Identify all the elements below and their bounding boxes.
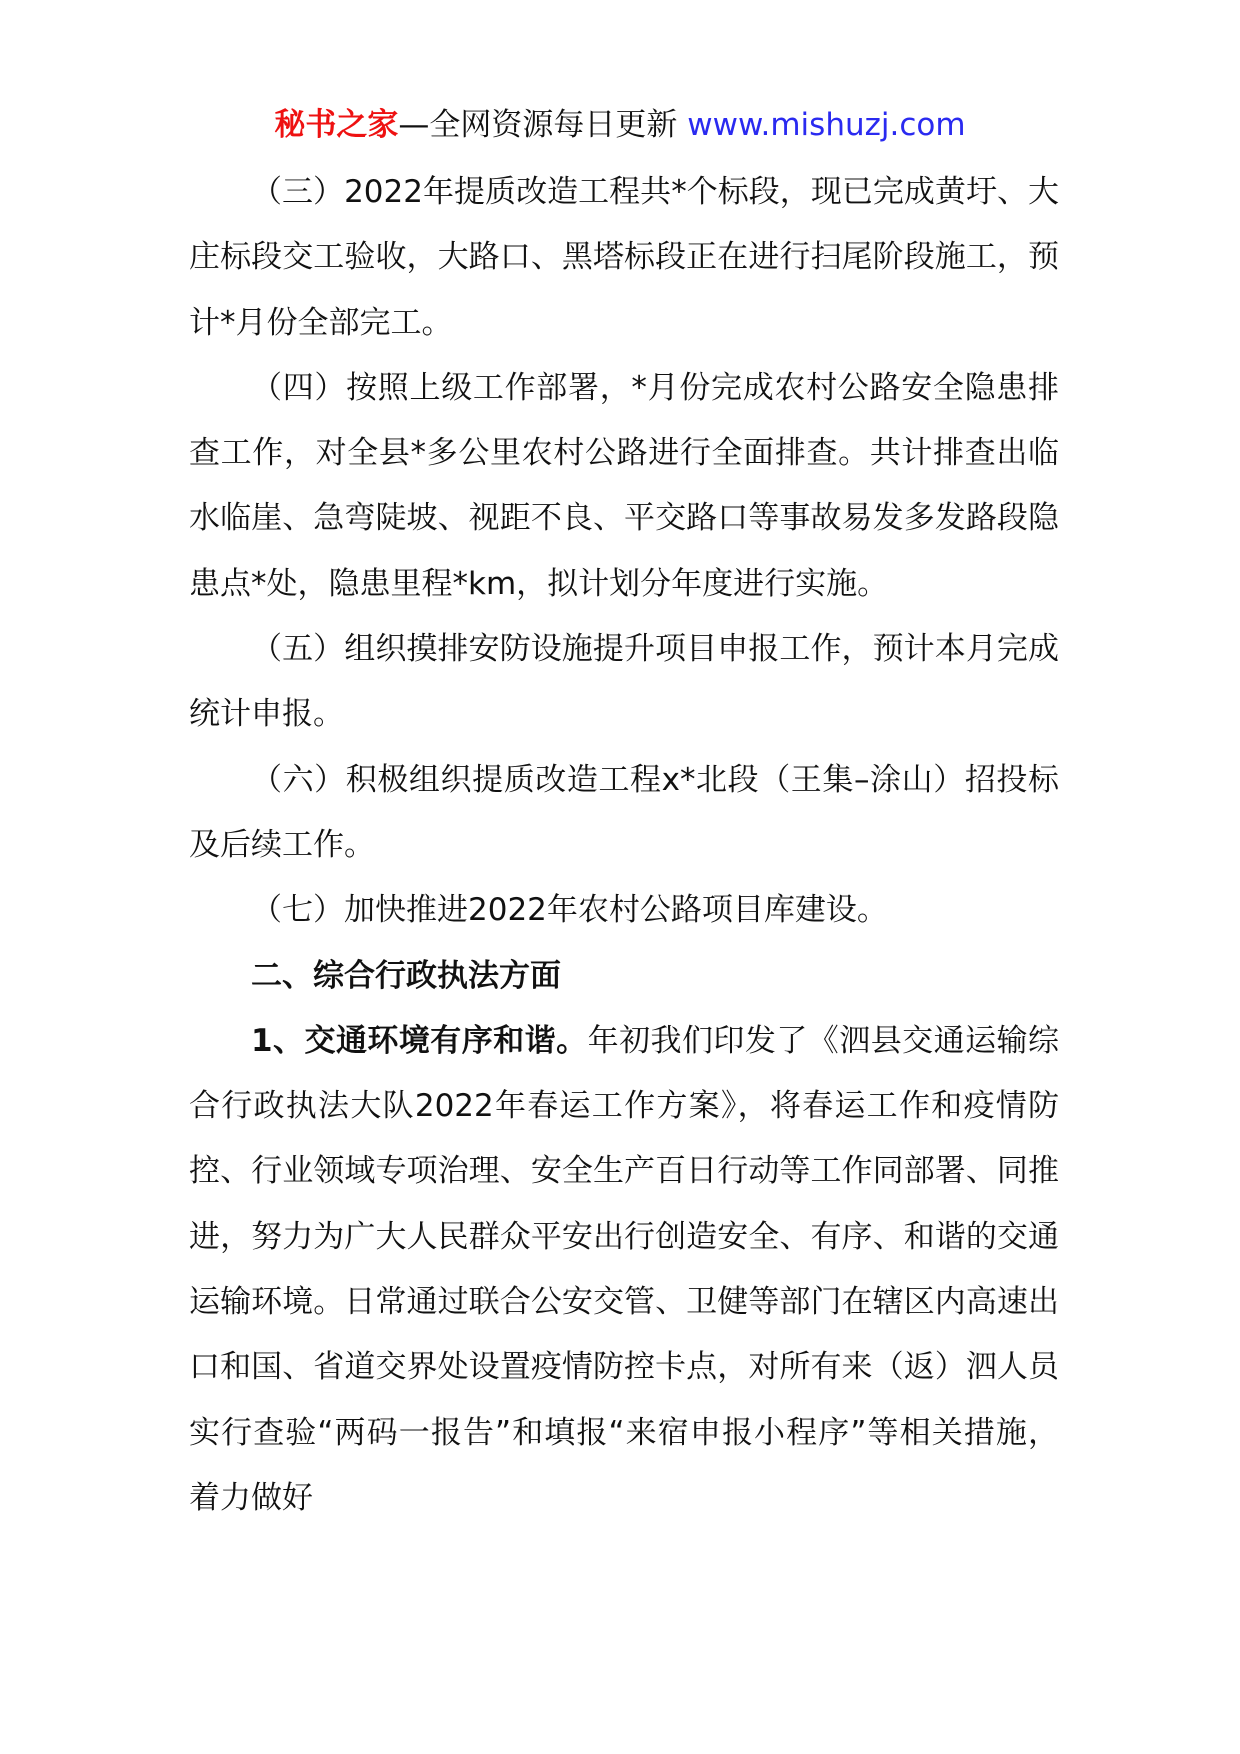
paragraph-item-6: （六）积极组织提质改造工程x*北段（王集–涂山）招投标及后续工作。 (189, 761, 1059, 863)
paragraph-item-7: （七）加快推进2022年农村公路项目库建设。 (251, 892, 888, 929)
paragraph-item-3: （三）2022年提质改造工程共*个标段，现已完成黄圩、大庄标段交工验收，大路口、黑塔标段正在进行扫尾阶段施工，预计*月份全部完工。 (189, 174, 1059, 341)
paragraph-item-4: （四）按照上级工作部署，*月份完成农村公路安全隐患排查工作，对全县*多公里农村公路进行全面排查。共计排查出临水临崖、急弯陡坡、视距不良、平交路口等事故易发多发路段隐患点*处，隐患里程*km，拟计划分年度进行实施。 (189, 369, 1059, 602)
item-body: 年初我们印发了《泗县交通运输综合行政执法大队2022年春运工作方案》，将春运工作和疫情防控、行业领域专项治理、安全生产百日行动等工作同部署、同推进，努力为广大人民群众平安出行创造安全、有序、和谐的交通运输环境。日常通过联合公安交管、卫健等部门在辖区内高速出口和国、省道交界处设置疫情防控卡点，对所有来（返）泗人员实行查验“两码一报告”和填报“来宿申报小程序”等相关措施，着力做好 (189, 1022, 1060, 1516)
site-tagline: —全网资源每日更新 (398, 107, 678, 143)
paragraph-section-item-1 (189, 1009, 1059, 1531)
site-header (0, 98, 1240, 152)
section-heading: 二、综合行政执法方面 (251, 957, 561, 994)
paragraph-item-5: （五）组织摸排安防设施提升项目申报工作，预计本月完成统计申报。 (189, 631, 1059, 733)
item-lead: 1、交通环境有序和谐。 (251, 1022, 588, 1059)
document-body (189, 160, 1059, 1531)
site-url-link[interactable]: www.mishuzj.com (687, 107, 966, 143)
site-brand: 秘书之家 (274, 107, 399, 143)
